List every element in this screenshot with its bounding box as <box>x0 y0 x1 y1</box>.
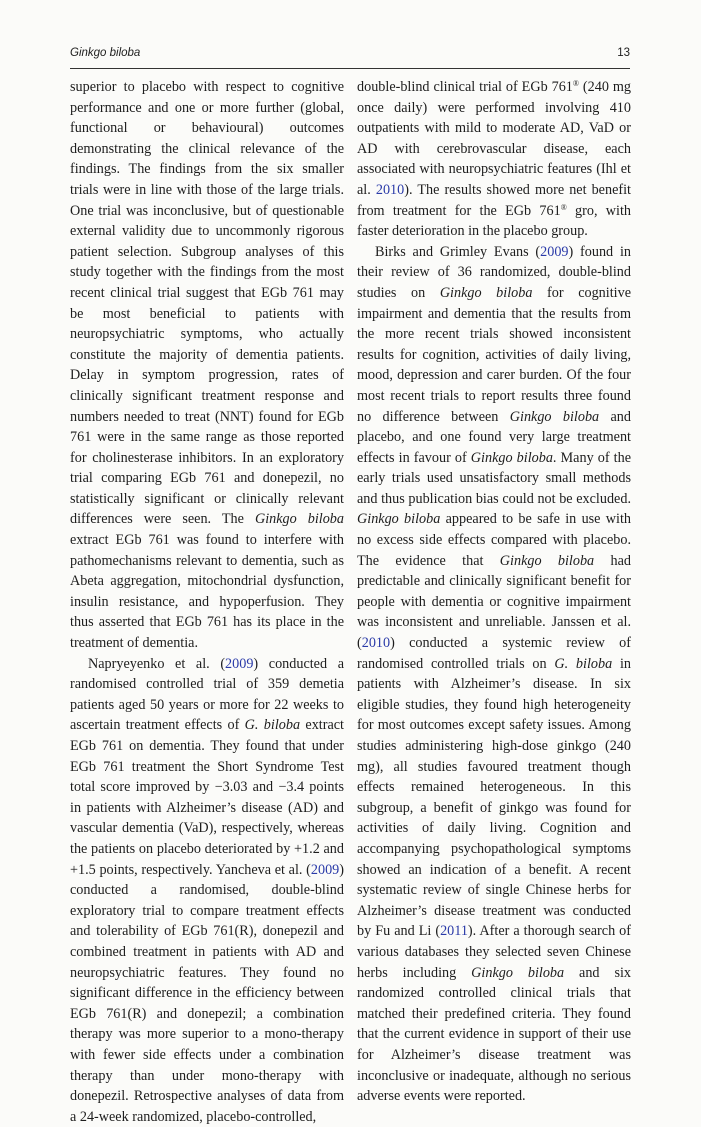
text-run: and placebo, and one found very large treatment effects in favour of <box>357 408 631 466</box>
right-column <box>357 77 631 1107</box>
text-run: Napryeyenko et al. ( <box>88 655 226 672</box>
text-run: ) found in their review of 36 randomized, double-blind studies on <box>357 243 631 301</box>
citation-link[interactable]: 2011 <box>440 923 468 940</box>
text-run: in patients with Alzheimer’s disease. In six eligible studies, they found high heterogeneity for most outcomes except safety issues. Among studies administering high-dose ginkgo (240 mg), all studies favoured treatment though effects remained heterogeneous. In this subgroup, a benefit of ginkgo was found for activities of daily living. Cognition and accompanying psychopathological symptoms showed an indication of a benefit. A recent systematic review of single Chinese herbs for Alzheimer’s disease treatment was conducted by Fu and Li ( <box>357 655 631 940</box>
header-rule <box>70 68 630 69</box>
italic-term: G. biloba <box>244 717 301 734</box>
paragraph-napryeyenko <box>70 654 344 1127</box>
italic-term: G. biloba <box>554 655 613 672</box>
paragraph-continuation <box>70 77 344 654</box>
left-column <box>70 77 344 1127</box>
page-number: 13 <box>617 47 630 59</box>
text-run: ). The results showed more net benefit from treatment for the EGb 761 <box>357 181 631 219</box>
italic-term: Ginkgo biloba <box>471 964 565 981</box>
citation-link[interactable]: 2009 <box>225 655 254 672</box>
paragraph-continuation <box>357 77 631 242</box>
text-run: had predictable and clinically significant benefit for people with dementia or cognitive impairment was inconsistent and unreliable. Janssen et al. ( <box>357 552 631 652</box>
text-run: Birks and Grimley Evans ( <box>375 243 541 260</box>
citation-link[interactable]: 2009 <box>540 243 569 260</box>
text-run: gro, with faster deterioration in the placebo group. <box>357 202 631 240</box>
text-run: appeared to be safe in use with no excess side effects compared with placebo. The evidence that <box>357 511 631 569</box>
citation-link[interactable]: 2010 <box>361 635 391 652</box>
registered-mark: ® <box>560 202 567 212</box>
text-run: for cognitive impairment and dementia that the results from the more recent trials showed inconsistent results for cognition, activities of daily living, mood, depression and carer burden. Of the four most recent trials to report results three found no difference between <box>357 284 631 425</box>
running-title: Ginkgo biloba <box>70 47 141 59</box>
text-run: superior to placebo with respect to cognitive performance and one or more further (global, functional or behavioural) outcomes demonstrating the clinical relevance of the findings. The findings from the six smaller trials were in line with those of the large trials. One trial was inconclusive, but of questionable external validity due to uncommonly rigorous patient selection. Subgroup analyses of this study together with the findings from the most recent clinical trial suggest that EGb 761 may be most beneficial to patients with neuropsychiatric symptoms, who actually constitute the majority of dementia patients. Delay in symptom progression, rates of clinically significant treatment response and numbers needed to treat (NNT) found for EGb 761 were in the same range as those reported for cholinesterase inhibitors. In an exploratory trial comparing EGb 761 and donepezil, no statistically significant or clinically relevant differences were seen. The <box>70 79 344 528</box>
text-run: ) conducted a randomised, double-blind exploratory trial to compare treatment effects and tolerability of EGb 761(R), donepezil and combined treatment in patients with AD and neuropsychiatric features. They found no significant difference in the efficiency between EGb 761(R) and donepezil; a combination therapy was more superior to a mono-therapy with fewer side effects under a combination therapy than under mono-therapy with donepezil. Retrospective analyses of data from a 24-week randomized, placebo-controlled, <box>70 861 344 1125</box>
italic-term: Ginkgo biloba <box>439 284 533 301</box>
text-run: and six randomized controlled clinical trials that matched their predefined criteria. They found that the current evidence in support of their use for Alzheimer’s disease treatment was inconclusive or inadequate, although no serious adverse events were reported. <box>357 964 632 1105</box>
italic-term: Ginkgo biloba <box>499 552 595 569</box>
running-header <box>70 47 630 65</box>
italic-term: Ginkgo biloba <box>509 408 600 425</box>
italic-term: Ginkgo biloba <box>470 449 553 466</box>
text-run: extract EGb 761 on dementia. They found that under EGb 761 treatment the Short Syndrome Test total score improved by −3.03 and −3.4 points in patients with Alzheimer’s disease (AD) and vascular dementia (VaD), respectively, whereas the patients on placebo deteriorated by +1.2 and +1.5 points, respectively. Yancheva et al. ( <box>70 717 344 878</box>
paragraph-birks <box>357 242 631 1107</box>
text-run: double-blind clinical trial of EGb 761 <box>357 79 573 95</box>
text-run: (240 mg once daily) were performed involving 410 outpatients with mild to moderate AD, VaD or AD with cerebrovascular disease, each associated with neuropsychiatric features (Ihl et al. <box>357 79 631 198</box>
italic-term: Ginkgo biloba <box>357 511 441 528</box>
text-run: extract EGb 761 was found to interfere with pathomechanisms relevant to dementia, such as Abeta aggregation, mitochondrial dysfunction, insulin resistance, and hypoperfusion. They thus asserted that EGb 761 has its place in the treatment of dementia. <box>70 532 344 652</box>
text-run: ). After a thorough search of various databases they selected seven Chinese herbs including <box>357 923 631 981</box>
citation-link[interactable]: 2010 <box>375 181 405 198</box>
text-run: . Many of the early trials used unsatisfactory small methods and thus publication bias could not be excluded. <box>357 449 631 507</box>
text-run: ) conducted a randomised controlled trial of 359 demetia patients aged 50 years or more for 22 weeks to ascertain treatment effects of <box>70 655 344 734</box>
text-run: ) conducted a systemic review of randomised controlled trials on <box>357 635 631 672</box>
citation-link[interactable]: 2009 <box>310 861 340 878</box>
registered-mark: ® <box>572 79 579 88</box>
italic-term: Ginkgo biloba <box>254 511 344 528</box>
